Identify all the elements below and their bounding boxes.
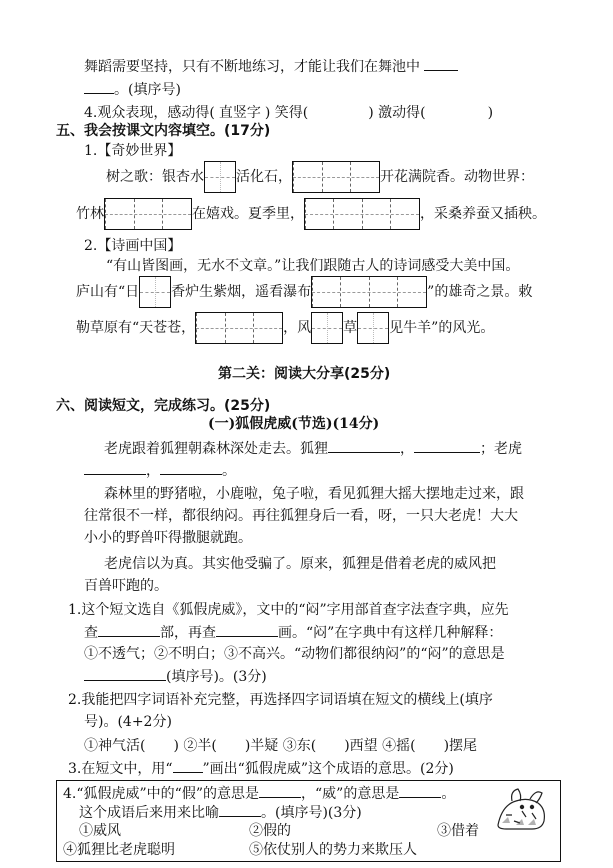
- passage-p1-b: ， 。: [84, 460, 236, 481]
- answer-blank[interactable]: [399, 783, 441, 798]
- s5-2-line-b: 庐山有“日 香炉生紫烟，遥看瀑布 ”的雄奇之景。敕: [76, 276, 532, 308]
- q3-read-line: 3.在短文中，用“ ”画出“狐假虎威”这个成语的意思。(2分): [68, 758, 454, 779]
- s5-2-line-c: 勒草原有“天苍苍， ，风 草 见牛羊”的风光。: [76, 312, 494, 344]
- q2-line-a: 2.我能把四字词语补充完整，再选择四字词语填在短文的横线上(填序: [68, 692, 493, 708]
- s5-1-title: 1.【奇妙世界】: [84, 143, 182, 159]
- char-grid-1[interactable]: [139, 276, 171, 308]
- q4-line: 4.观众表现，感动得( 直竖字 ) 笑得( ) 激动得( ): [84, 105, 494, 121]
- example-answer: 直竖字: [218, 105, 261, 121]
- answer-blank[interactable]: [216, 622, 278, 637]
- q3-line1: 舞蹈需要坚持，只有不断地练习，才能让我们在舞池中: [84, 56, 458, 77]
- q1-line-b: 查 部，再查 画。“闷”在字典中有这样几种解释：: [84, 622, 502, 643]
- q3-line2: 。(填序号): [84, 79, 181, 100]
- s5-2-title: 2.【诗画中国】: [84, 238, 182, 254]
- char-grid-3[interactable]: [104, 198, 192, 230]
- answer-blank[interactable]: [259, 783, 301, 798]
- char-grid-4[interactable]: [311, 276, 427, 308]
- q1-line-d: (填序号)。(3分): [84, 666, 267, 687]
- passage-p2-b: 往常很不一样，都很纳闷。再往狐狸身后一看，呀，一只大老虎！大大: [84, 508, 518, 524]
- char-grid-1[interactable]: [204, 161, 236, 193]
- s5-1-line-a: 树之歌：银杏水 活化石， 开花满院香。动物世界：: [106, 161, 534, 193]
- passage-p2-c: 小小的野兽吓得撒腿就跑。: [84, 530, 252, 546]
- passage-p3-b: 百兽吓跑的。: [84, 578, 168, 594]
- passage-p2-a: 森林里的野猪啦，小鹿啦，兔子啦，看见狐狸大摇大摆地走过来，跟: [104, 486, 524, 502]
- q1-line-c: ①不透气；②不明白；③不高兴。“动物们都很纳闷”的“闷”的意思是: [84, 646, 505, 662]
- q2-line-b: 号)。(4+2分): [84, 714, 172, 730]
- answer-blank[interactable]: [98, 622, 160, 637]
- underline-sample: [173, 758, 203, 773]
- passage-p3-a: 老虎信以为真。其实他受骗了。原来，狐狸是借着老虎的威风把: [104, 556, 496, 572]
- answer-blank[interactable]: [414, 438, 480, 453]
- q4b-line-a: 4.“狐假虎威”中的“假”的意思是 ，“威”的意思是 。: [63, 783, 455, 804]
- char-grid-4[interactable]: [304, 198, 420, 230]
- fox-tiger-illustration: [492, 785, 550, 833]
- answer-blank[interactable]: [328, 438, 400, 453]
- passage-p1-a: 老虎跟着狐狸朝森林深处走去。狐狸 ， ；老虎: [104, 438, 522, 459]
- char-grid-1[interactable]: [311, 312, 343, 344]
- option-2: ②假的: [249, 823, 291, 839]
- option-5: ⑤依仗别人的势力来欺压人: [249, 842, 417, 858]
- section-6-title: 六、阅读短文，完成练习。(25分): [56, 398, 271, 414]
- char-grid-1[interactable]: [357, 312, 389, 344]
- part-2-title: 第二关：阅读大分享(25分): [218, 366, 391, 382]
- question-4-box: [56, 780, 561, 862]
- option-1: ①威风: [79, 823, 121, 839]
- s5-1-line-b: 竹林 在嬉戏。夏季里， ，采桑养蚕又插秧。: [76, 198, 546, 230]
- q1-line-a: 1.这个短文选自《狐假虎威》，文中的“闷”字用部首查字法查字典，应先: [68, 602, 509, 618]
- passage-title: (一)狐假虎威(节选)(14分): [208, 416, 380, 432]
- q2-line-c: ①神气活( ) ②半( )半疑 ③东( )西望 ④摇( )摆尾: [84, 738, 478, 754]
- answer-blank[interactable]: [84, 666, 166, 681]
- answer-blank[interactable]: [84, 79, 114, 94]
- section-5-title: 五、我会按课文内容填空。(17分): [56, 123, 271, 139]
- answer-blank[interactable]: [219, 802, 261, 817]
- q4b-line-b: 这个成语后来用来比喻 。(填序号)(3分): [79, 802, 362, 823]
- s5-2-line-a: “有山皆图画，无水不文章。”让我们跟随古人的诗词感受大美中国。: [106, 258, 520, 274]
- option-3: ③借着: [437, 823, 479, 839]
- option-4: ④狐狸比老虎聪明: [63, 842, 175, 858]
- answer-blank[interactable]: [84, 460, 146, 475]
- answer-blank[interactable]: [160, 460, 222, 475]
- char-grid-3[interactable]: [292, 161, 380, 193]
- char-grid-3[interactable]: [195, 312, 283, 344]
- answer-blank[interactable]: [424, 56, 458, 71]
